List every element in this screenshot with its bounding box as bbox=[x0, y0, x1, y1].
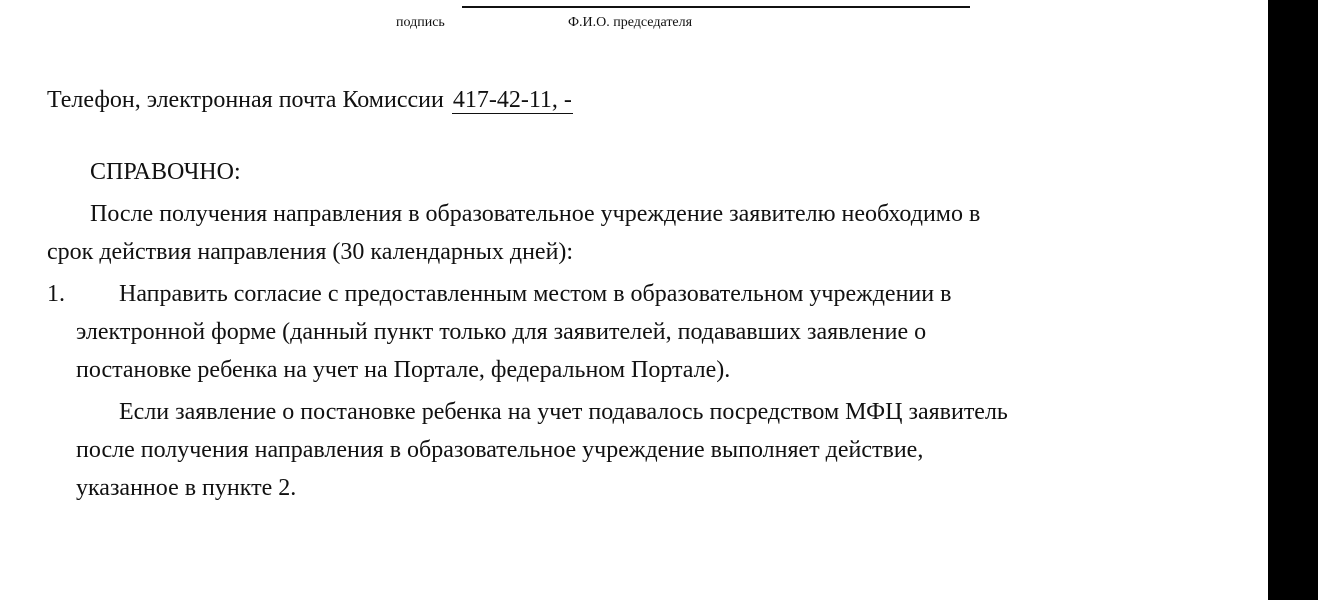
list-item-line-1: Направить согласие с предоставленным местом в образовательном учреждении в bbox=[119, 281, 952, 307]
signature-caption: подпись bbox=[396, 15, 445, 30]
note-text-line-2: после получения направления в образовательное учреждение выполняет действие, bbox=[76, 437, 924, 463]
contact-value: 417-42-11, - bbox=[452, 87, 572, 113]
chairman-name-caption: Ф.И.О. председателя bbox=[568, 15, 693, 30]
note-text-line-3: указанное в пункте 2. bbox=[76, 475, 297, 501]
list-item-line-2: электронной форме (данный пункт только для заявителей, подававших заявление о bbox=[76, 319, 927, 345]
note-text-line-1: Если заявление о постановке ребенка на учет подавалось посредством МФЦ заявитель bbox=[119, 399, 1008, 425]
contact-label: Телефон, электронная почта Комиссии bbox=[47, 87, 444, 113]
intro-text-line-2: срок действия направления (30 календарных дней): bbox=[47, 239, 574, 265]
list-item-number: 1. bbox=[47, 281, 65, 307]
intro-text-line-1: После получения направления в образовательное учреждение заявителю необходимо в bbox=[90, 201, 981, 227]
reference-heading: СПРАВОЧНО: bbox=[90, 159, 241, 185]
page-edge-bar bbox=[1268, 0, 1318, 600]
signature-underline bbox=[462, 6, 970, 8]
contact-line bbox=[47, 86, 573, 114]
list-item-line-3: постановке ребенка на учет на Портале, федеральном Портале). bbox=[76, 357, 731, 383]
